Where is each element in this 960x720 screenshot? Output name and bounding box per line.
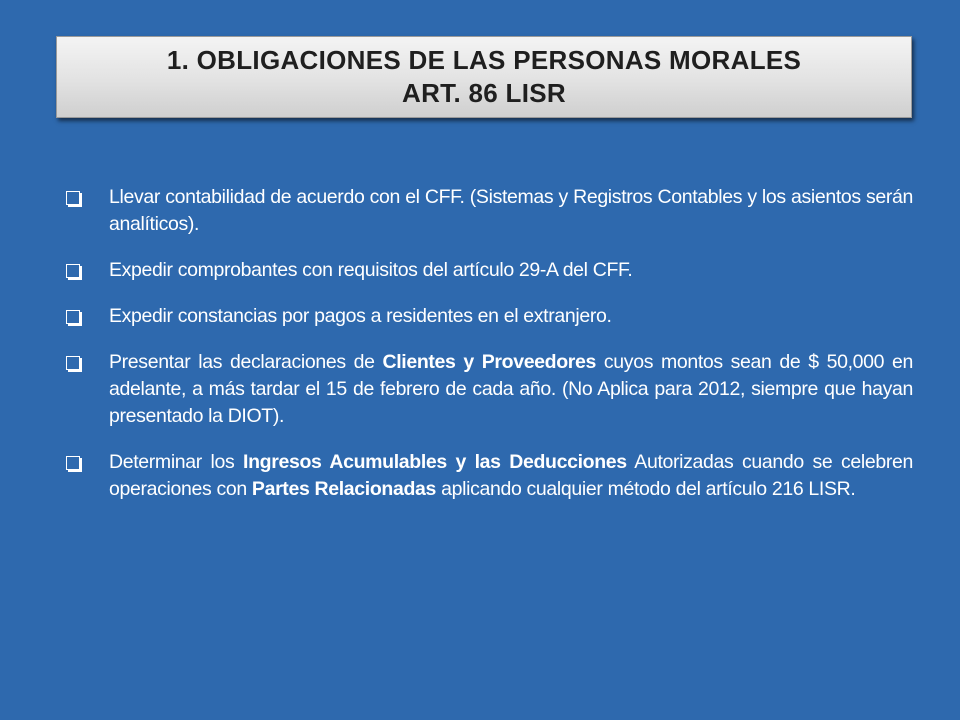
bullet-item — [66, 303, 913, 330]
slide-subtitle: ART. 86 LISR — [402, 78, 566, 108]
bullet-item — [66, 449, 913, 503]
bullet-item — [66, 184, 913, 238]
bullet-text: Expedir comprobantes con requisitos del artículo 29-A del CFF. — [109, 259, 633, 281]
checkbox-square-icon — [66, 456, 80, 470]
slide-title: 1. OBLIGACIONES DE LAS PERSONAS MORALES — [166, 45, 802, 75]
bullet-list — [66, 184, 913, 522]
checkbox-square-icon — [66, 264, 80, 278]
bullet-text: Presentar las declaraciones de Clientes y Proveedores cuyos montos sean de $ 50,000 en adelante, a más tardar el 15 de febrero de cada año. (No Aplica para 2012, siempre que hayan presentado la DIOT). — [109, 351, 913, 427]
checkbox-square-icon — [66, 191, 80, 205]
checkbox-square-icon — [66, 310, 80, 324]
bullet-text: Expedir constancias por pagos a residentes en el extranjero. — [109, 305, 612, 327]
title-box — [56, 36, 912, 118]
checkbox-square-icon — [66, 356, 80, 370]
bold-phrase: Ingresos Acumulables y las Deducciones — [243, 451, 627, 473]
bold-phrase: Partes Relacionadas — [251, 478, 437, 500]
bullet-text: Determinar los Ingresos Acumulables y las Deducciones Autorizadas cuando se celebren operaciones con Partes Relacionadas aplicando cualquier método del artículo 216 LISR. — [109, 451, 913, 500]
bold-phrase: Clientes y Proveedores — [382, 351, 597, 373]
bullet-text: Llevar contabilidad de acuerdo con el CFF. (Sistemas y Registros Contables y los asientos serán analíticos). — [109, 186, 913, 235]
bullet-item — [66, 349, 913, 430]
bullet-item — [66, 257, 913, 284]
